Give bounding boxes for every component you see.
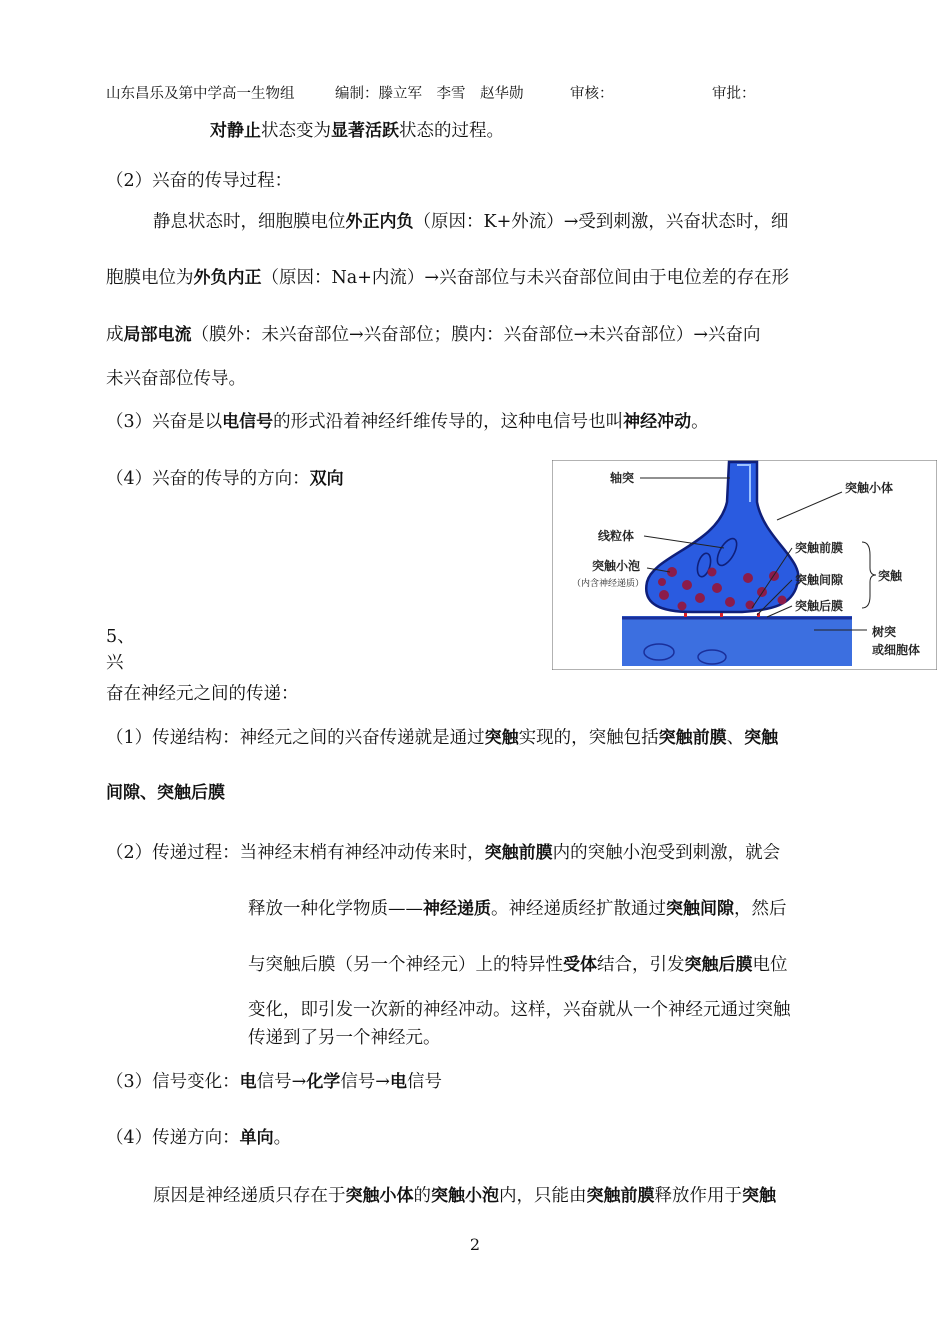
text-run: 的 <box>413 1186 431 1206</box>
bold-term: 外负内正 <box>193 268 262 288</box>
bold-term: 突触小体 <box>345 1186 414 1206</box>
label-cleft: 突触间隙 <box>795 573 844 587</box>
label-post-membrane: 突触后膜 <box>795 599 844 613</box>
text-run: （4）兴奋的传导的方向： <box>106 469 310 489</box>
text-line <box>153 210 788 234</box>
text-run: 未兴奋部位传导。 <box>106 369 246 389</box>
text-run: 释放作用于 <box>654 1186 742 1206</box>
text-line <box>248 998 791 1022</box>
text-run: 实现的，突触包括 <box>518 728 659 748</box>
text-run: 结合，引发 <box>597 955 685 975</box>
bold-term: 神经递质 <box>423 899 491 919</box>
text-line <box>106 323 761 347</box>
label-vesicle-note: （内含神经递质） <box>572 579 645 589</box>
bold-term: 突触后膜 <box>684 955 753 975</box>
text-run: ，然后 <box>734 899 787 919</box>
text-run: 释放一种化学物质—— <box>248 899 423 919</box>
text-run: （原因：K+外流）→受到刺激，兴奋状态时，细 <box>413 212 789 232</box>
bold-term: 突触 <box>744 728 779 748</box>
text-line <box>153 1184 776 1208</box>
text-run: 静息状态时，细胞膜电位 <box>153 212 346 232</box>
text-run: （3）信号变化： <box>106 1072 240 1092</box>
bold-term: 间隙、突触后膜 <box>106 783 225 803</box>
text-run: 5、 <box>106 627 135 647</box>
label-cell-body: 或细胞体 <box>872 643 921 657</box>
text-run: 奋在神经元之间的传递： <box>106 684 299 704</box>
text-line <box>106 410 709 434</box>
text-line <box>210 119 504 143</box>
label-synapse: 突触 <box>878 569 903 583</box>
text-run: （4）传递方向： <box>106 1128 240 1148</box>
text-run: 的形式沿着神经纤维传导的，这种电信号也叫 <box>273 412 624 432</box>
text-run: 状态的过程。 <box>399 121 504 141</box>
label-vesicle: 突触小泡 <box>592 559 641 573</box>
postsynaptic-region <box>622 616 852 666</box>
text-run: 变化，即引发一次新的神经冲动。这样，兴奋就从一个神经元通过突触 <box>248 1000 791 1020</box>
text-line <box>248 897 787 921</box>
label-synaptic-knob: 突触小体 <box>845 481 894 495</box>
text-line <box>106 467 344 491</box>
text-run: 。神经递质经扩散通过 <box>491 899 666 919</box>
text-run: 原因是神经递质只存在于 <box>153 1186 346 1206</box>
bold-term: 突触前膜 <box>658 728 727 748</box>
text-line <box>106 682 299 706</box>
text-run: （膜外：未兴奋部位→兴奋部位；膜内：兴奋部位→未兴奋部位）→兴奋向 <box>191 325 761 345</box>
label-mitochondria: 线粒体 <box>598 529 635 543</box>
header-approve: 审批： <box>712 86 756 102</box>
bold-term: 对静止 <box>210 121 261 141</box>
text-run: 信号→ <box>340 1072 390 1092</box>
text-run: 状态变为 <box>261 121 331 141</box>
header-editors: 编制：滕立军 李雪 赵华勋 <box>335 86 524 102</box>
bold-term: 外正内负 <box>345 212 414 232</box>
header-review: 审核： <box>570 86 614 102</box>
page-number: 2 <box>469 1235 481 1254</box>
bold-term: 电 <box>239 1072 257 1092</box>
bold-term: 单向 <box>239 1128 274 1148</box>
text-run: 胞膜电位为 <box>106 268 194 288</box>
text-run: 内的突触小泡受到刺激，就会 <box>552 843 781 863</box>
text-run: 信号→ <box>256 1072 307 1092</box>
text-run: （2）兴奋的传导过程： <box>106 171 293 191</box>
bold-term: 突触 <box>742 1186 776 1206</box>
bold-term: 受体 <box>563 955 597 975</box>
text-line <box>106 266 789 290</box>
label-axon: 轴突 <box>610 471 635 485</box>
text-run: （1）传递结构：神经元之间的兴奋传递就是通过 <box>106 728 485 748</box>
text-line <box>106 367 246 391</box>
bold-term: 电信号 <box>222 412 274 432</box>
bold-term: 突触 <box>484 728 519 748</box>
label-dendrite: 树突 <box>872 625 897 639</box>
text-line <box>106 726 778 750</box>
bold-term: 突触间隙 <box>666 899 734 919</box>
text-run: 传递到了另一个神经元。 <box>248 1028 441 1048</box>
bold-term: 突触小泡 <box>431 1186 499 1206</box>
text-line <box>106 1070 442 1094</box>
label-pre-membrane: 突触前膜 <box>795 541 844 555</box>
text-line <box>248 1026 441 1050</box>
bold-term: 电 <box>389 1072 407 1092</box>
text-line <box>106 169 292 193</box>
bold-term: 神经冲动 <box>623 412 692 432</box>
text-run: 兴 <box>106 653 124 673</box>
text-run: 、 <box>726 728 745 748</box>
text-run: 。 <box>273 1128 292 1148</box>
bold-term: 突触前膜 <box>484 843 553 863</box>
bold-term: 显著活跃 <box>331 121 399 141</box>
text-run: 。 <box>691 412 709 432</box>
text-run: （2）传递过程：当神经末梢有神经冲动传来时， <box>106 843 485 863</box>
text-line <box>248 953 788 977</box>
text-run: 电位 <box>752 955 788 975</box>
header-school: 山东昌乐及第中学高一生物组 <box>106 86 295 102</box>
text-run: 内，只能由 <box>499 1186 587 1206</box>
text-run: 与突触后膜（另一个神经元）上的特异性 <box>248 955 563 975</box>
text-run: （原因：Na+内流）→兴奋部位与未兴奋部位间由于电位差的存在形 <box>261 268 790 288</box>
bold-term: 化学 <box>306 1072 341 1092</box>
synapse-diagram <box>552 460 937 670</box>
text-line <box>106 625 135 649</box>
text-run: 信号 <box>406 1072 442 1092</box>
bold-term: 突触前膜 <box>586 1186 655 1206</box>
bold-term: 局部电流 <box>123 325 192 345</box>
text-line <box>106 841 780 865</box>
text-run: （3）兴奋是以 <box>106 412 223 432</box>
text-line <box>106 781 225 805</box>
text-line <box>106 651 124 675</box>
text-run: 成 <box>106 325 124 345</box>
text-line <box>106 1126 291 1150</box>
bold-term: 双向 <box>309 469 344 489</box>
